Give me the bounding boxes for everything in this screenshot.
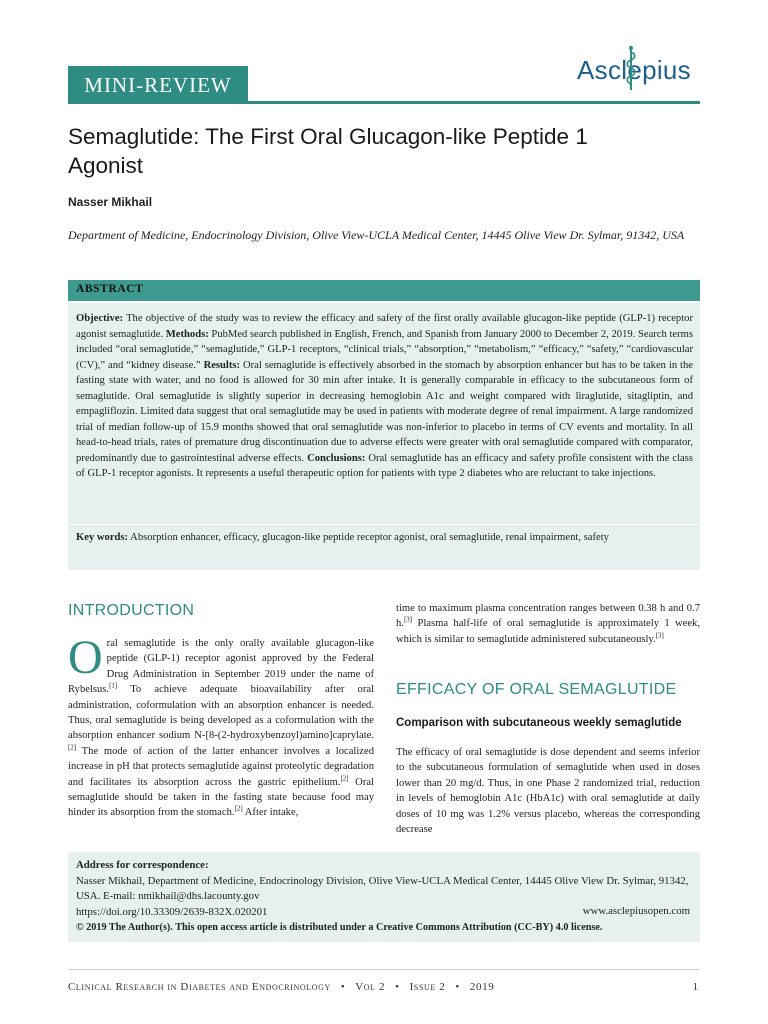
keywords-text: Absorption enhancer, efficacy, glucagon-like peptide receptor agonist, oral semaglutide, renal impairment, safety <box>130 532 609 543</box>
conclusions-label: Conclusions: <box>307 452 366 464</box>
citation: [3] <box>655 631 664 640</box>
website-link[interactable]: www.asclepiusopen.com <box>582 905 690 917</box>
footer-rule <box>68 969 700 970</box>
results-label: Results: <box>203 359 241 371</box>
author-affiliation: Department of Medicine, Endocrinology Division, Olive View-UCLA Medical Center, 14445 Olive View Dr. Sylmar, 91342, USA <box>68 228 685 242</box>
efficacy-text: The efficacy of oral semaglutide is dose dependent and seems inferior to the subcutaneous formulation of semaglutide when used in doses lower than 20 mg/d. Thus, in one Phase 2 randomized trial, reduction in levels of hemoglobin A1c (HbA1c) with oral semaglutide at daily doses of 10 mg was 1.2% versus placebo, whereas the corresponding decrease <box>396 747 700 836</box>
correspondence-heading: Address for correspondence: <box>76 859 209 871</box>
publisher-logo <box>577 44 697 94</box>
year: 2019 <box>469 981 495 993</box>
abstract-header <box>68 280 700 301</box>
objective-text: The objective of the study was to review the efficacy and safety of the first orally available glucagon-like peptide (GLP-1) receptor agonist semaglutide. <box>76 313 693 340</box>
intro-text-part: After intake, <box>242 807 299 819</box>
abstract-box <box>68 303 700 570</box>
column2-continuation <box>396 601 700 647</box>
methods-text: PubMed search published in English, French, and Spanish from January 2000 to December 2, 2019. Search terms included “oral semaglutide,” “semaglutide,” GLP-1 receptors, “clinical trials,” “absorption,” “metabolism,” “efficacy,” “safety,” “cardiovascular (CV),” and “kidney disease.” <box>76 328 693 371</box>
results-text: Oral semaglutide is effectively absorbed in the stomach by absorption enhancer but has to be taken in the fasting state with water, and no food is allowed for 30 min after intake. It is generally comparable in efficacy to the subcutaneous form of semaglutide. Oral semaglutide is slightly superior in decreasing hemoglobin A1c and weight compared with liraglutide, sitagliptin, and empagliflozin. Limited data suggest that oral semaglutide may be used in patients with moderate degree of renal impairment. A large randomized trial of median follow-up of 15.9 months showed that oral semaglutide was non-inferior to placebo in terms of CV events and mortality. In all head-to-head trials, rates of premature drug discontinuation due to adverse effects were greater with oral semaglutide compared with comparator, predominantly due to gastrointestinal adverse effects. <box>76 359 693 464</box>
citation: [2] <box>68 743 77 752</box>
efficacy-heading: EFFICACY OF ORAL SEMAGLUTIDE <box>396 681 677 698</box>
col2-text-part: time to maximum plasma concentration ranges between 0.38 h and 0.7 h. <box>396 603 700 630</box>
keywords-label: Key words: <box>76 532 129 543</box>
journal-footer <box>68 981 494 993</box>
dropcap: O <box>68 631 103 684</box>
abstract-text <box>76 311 693 482</box>
author-name: Nasser Mikhail <box>68 195 153 209</box>
objective-label: Objective: <box>76 313 124 324</box>
doi-link[interactable]: https://doi.org/10.33309/2639-832X.020201 <box>76 905 268 918</box>
license-statement: © 2019 The Author(s). This open access article is distributed under a Creative Commons Attribution (CC-BY) 4.0 license. <box>76 922 603 933</box>
intro-text-part: To achieve adequate bioavailability after oral administration, coformulation with an absorption enhancer is needed. Thus, oral semaglutide is being developed as a coformulation with the absorption enhancer sodium N-[8-(2-hydroxybenzoyl)amino]caprylate. <box>68 684 374 742</box>
introduction-heading: INTRODUCTION <box>68 602 195 619</box>
citation: [3] <box>403 615 413 624</box>
page-number: 1 <box>692 981 698 993</box>
conclusions-text: Oral semaglutide has an efficacy and safety profile consistent with the class of GLP-1 receptor agonists. It represents a useful therapeutic option for patients with type 2 diabetes who are reluctant to take injections. <box>76 452 693 479</box>
footer-separator: • <box>455 981 460 993</box>
col2-text-part: Plasma half-life of oral semaglutide is approximately 1 week, which is similar to semaglutide administered subcutaneously. <box>396 618 700 645</box>
banner-rule <box>248 101 700 104</box>
logo-text: Asclepius <box>577 55 691 85</box>
abstract-heading: ABSTRACT <box>76 283 144 295</box>
correspondence-box <box>68 852 700 942</box>
staff-of-asclepius-icon <box>624 44 638 92</box>
citation: [2] <box>234 804 243 813</box>
volume: Vol 2 <box>355 981 386 993</box>
subheading-subcutaneous: Comparison with subcutaneous weekly semaglutide <box>396 717 682 729</box>
mini-review-banner <box>68 66 248 104</box>
intro-text-part: ral semaglutide is the only orally available glucagon-like peptide (GLP-1) receptor agonist approved by the Federal Drug Administration in September 2019 under the name of Rybelsus. <box>68 638 374 696</box>
abstract-divider <box>68 524 700 525</box>
footer-separator: • <box>395 981 400 993</box>
keywords <box>76 530 693 546</box>
banner-label: MINI-REVIEW <box>84 72 232 97</box>
methods-label: Methods: <box>165 328 209 340</box>
journal-name: Clinical Research in Diabetes and Endocrinology <box>68 981 331 993</box>
intro-text-part: The mode of action of the latter enhancer involves a localized increase in pH that protects semaglutide against proteolytic degradation and facilitates its absorption across the gastric epithelium. <box>68 745 374 788</box>
issue: Issue 2 <box>409 981 446 993</box>
correspondence-address: Nasser Mikhail, Department of Medicine, Endocrinology Division, Olive View-UCLA Medical Center, 14445 Olive View Dr. Sylmar, 91342, USA. E-mail: nmikhail@dhs.lacounty.gov <box>76 874 689 902</box>
footer-separator: • <box>340 981 346 993</box>
article-title: Semaglutide: The First Oral Glucagon-like Peptide 1 Agonist <box>68 124 588 178</box>
intro-text-part: Oral semaglutide should be taken in the fasting state because food may hinder its absorption from the stomach. <box>68 776 374 819</box>
citation: [2] <box>340 774 349 783</box>
introduction-text <box>68 631 374 821</box>
citation: [1] <box>109 681 118 690</box>
